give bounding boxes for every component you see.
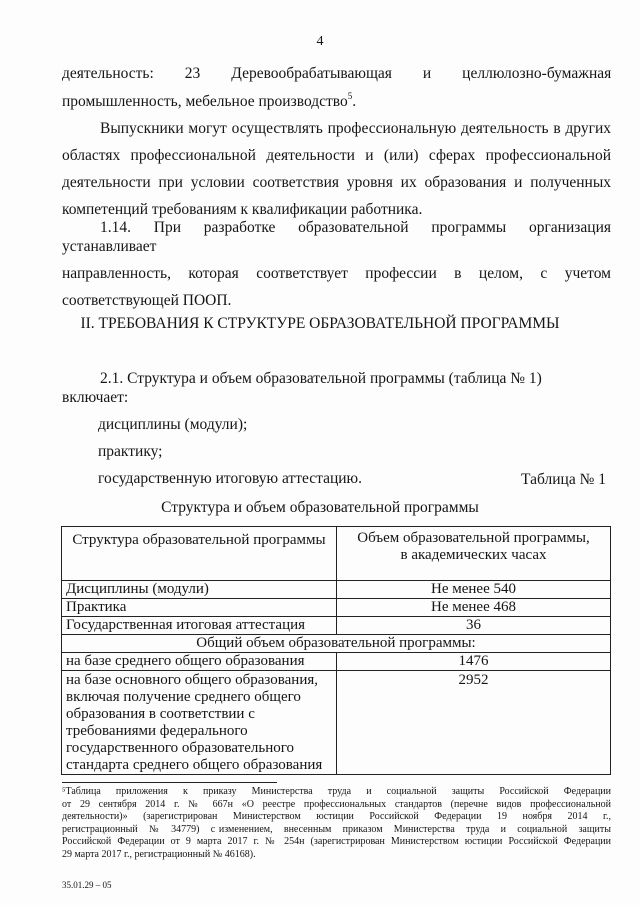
text-line: деятельности при условии соответствия уровня их образования и полученных <box>62 174 611 191</box>
table-row <box>62 653 611 671</box>
text-line: 2.1. Структура и объем образовательной программы (таблица № 1) включает: <box>62 370 542 406</box>
table-caption: Структура и объем образовательной программы <box>161 499 479 516</box>
header-text: Объем образовательной программы, <box>357 530 590 546</box>
footnote-line: Российской Федерации от 9 марта 2017 г. № 254н (зарегистрирован Министерством юстиции Российской Федерации <box>62 836 611 848</box>
table-header-cell: Структура образовательной программы <box>62 527 337 581</box>
table-cell: на базе среднего общего образования <box>62 653 337 671</box>
text-fragment: . <box>352 93 357 110</box>
footnote-line: 29 марта 2017 г., регистрационный № 46168). <box>62 848 256 860</box>
list-item: дисциплины (модули); <box>98 416 248 433</box>
cell-line: на базе основного общего образования, <box>66 672 318 688</box>
table-cell <box>62 671 337 775</box>
program-structure-table <box>61 526 611 775</box>
cell-line: требованиями федерального <box>66 723 248 739</box>
table-cell: Общий объем образовательной программы: <box>62 635 611 653</box>
cell-line: образования в соответствии с <box>66 706 255 722</box>
page-number: 4 <box>316 34 324 49</box>
footnote-divider <box>62 782 277 783</box>
cell-line: стандарта среднего общего образования <box>66 757 323 773</box>
text-line <box>62 92 611 111</box>
table-cell: Дисциплины (модули) <box>62 581 337 599</box>
paragraph-1-14 <box>62 218 611 310</box>
footnote-mark[interactable]: 5 <box>347 90 353 101</box>
table-number: Таблица № 1 <box>521 471 606 488</box>
cell-line: включая получение среднего общего <box>66 689 301 705</box>
table-row <box>62 599 611 617</box>
section-title: II. ТРЕБОВАНИЯ К СТРУКТУРЕ ОБРАЗОВАТЕЛЬНОЙ ПРОГРАММЫ <box>80 315 560 332</box>
document-code: 35.01.29 – 05 <box>62 880 112 890</box>
text-fragment: промышленность, мебельное производство <box>62 93 348 110</box>
table-row <box>62 617 611 635</box>
header-text: в академических часах <box>400 547 547 563</box>
table-cell: Государственная итоговая аттестация <box>62 617 337 635</box>
table-row <box>62 581 611 599</box>
footnote <box>62 786 611 862</box>
text-line: областях профессиональной деятельности и (или) сферах профессиональной <box>62 147 611 164</box>
text-line: направленность, которая соответствует профессии в целом, с учетом <box>62 265 611 282</box>
table-header-row <box>62 527 611 581</box>
text-line: соответствующей ПООП. <box>62 292 232 309</box>
table-cell: Не менее 468 <box>337 599 611 617</box>
list-item: практику; <box>98 443 163 460</box>
footnote-line: от 29 сентября 2014 г. № 667н «О реестре профессиональных стандартов (перечне видов профессиональной <box>62 798 611 810</box>
table-cell: 36 <box>337 617 611 635</box>
footnote-line: ⁵Таблица приложения к приказу Министерства труда и социальной защиты Российской Федерации <box>62 786 611 797</box>
table-cell: Практика <box>62 599 337 617</box>
table-cell: 2952 <box>337 671 611 775</box>
list-item: государственную итоговую аттестацию. <box>98 470 363 487</box>
text-line: деятельность: 23 Деревообрабатывающая и целлюлозно-бумажная <box>62 65 612 82</box>
text-line: компетенций требованиям к квалификации работника. <box>62 201 423 218</box>
footnote-line: деятельности)» (зарегистрирован Министерством юстиции Российской Федерации 19 ноября 2014 г., <box>62 811 611 823</box>
table-header-cell <box>337 527 611 581</box>
paragraph-activity-area <box>62 64 611 111</box>
table-cell: 1476 <box>337 653 611 671</box>
text-line: Выпускники могут осуществлять профессиональную деятельность в других <box>100 120 611 137</box>
footnote-line: регистрационный № 34779) с изменением, внесенным приказом Министерства труда и социальной защиты <box>62 823 611 835</box>
cell-line: государственного образовательного <box>66 740 295 756</box>
table-row <box>62 671 611 775</box>
paragraph-graduates <box>62 119 611 219</box>
table-cell: Не менее 540 <box>337 581 611 599</box>
table-total-row <box>62 635 611 653</box>
text-line: 1.14. При разработке образовательной программы организация устанавливает <box>62 219 611 255</box>
